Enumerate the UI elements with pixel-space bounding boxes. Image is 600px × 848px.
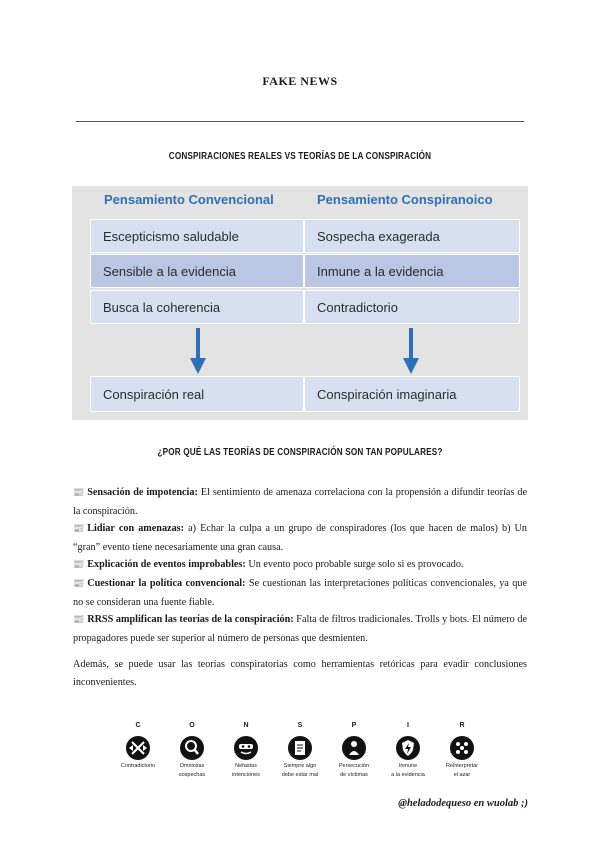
closing-paragraph: Además, se puede usar las teorías conspiratorias como herramientas retóricas para evadir conclusiones inconvenientes. bbox=[73, 659, 527, 688]
cell-conspiranoid-1: Sospecha exagerada bbox=[304, 219, 520, 253]
conspir-item-n: N Nefastas intenciones bbox=[232, 722, 260, 778]
header-conventional: Pensamiento Convencional bbox=[104, 192, 274, 207]
conspir-item-i: I Inmune a la evidencia bbox=[391, 722, 425, 778]
shield-bolt-icon bbox=[395, 735, 421, 761]
comparison-table bbox=[72, 186, 528, 420]
conspir-item-r: R Reinterpretar el azar bbox=[445, 722, 479, 778]
conspir-item-o: O Omniosas sospechas bbox=[178, 722, 206, 778]
newspaper-icon: 📰 bbox=[73, 560, 85, 571]
section-title-popularity: ¿POR QUÉ LAS TEORÍAS DE CONSPIRACIÓN SON TAN POPULARES? bbox=[157, 446, 443, 458]
newspaper-icon: 📰 bbox=[73, 615, 85, 626]
masked-face-icon bbox=[233, 735, 259, 761]
newspaper-icon: 📰 bbox=[73, 488, 85, 498]
result-imaginary: Conspiración imaginaria bbox=[304, 376, 520, 412]
list-item: 📰 RRSS amplifican las teorías de la conspiración: Falta de filtros tradicionales. Trolls y bots. El número de propagadores puede ser superior al número de personas que desmienten. bbox=[73, 614, 527, 644]
list-item: 📰 Explicación de eventos improbables: Un evento poco probable surge solo si es provocado. bbox=[73, 556, 527, 575]
newspaper-icon: 📰 bbox=[73, 578, 85, 589]
dice-icon bbox=[449, 735, 475, 761]
list-item: 📰 Sensación de impotencia: El sentimiento de amenaza correlaciona con la propensión a difundir teorías de la conspiración. bbox=[73, 487, 527, 517]
header-conspiranoid: Pensamiento Conspiranoico bbox=[317, 192, 493, 207]
cell-conspiranoid-3: Contradictorio bbox=[304, 290, 520, 324]
list-item: 📰 Lidiar con amenazas: a) Echar la culpa a un grupo de conspiradores (los que hacen de malos) b) Un “gran” evento tiene necesariamente una gran causa. bbox=[73, 523, 528, 553]
title-divider bbox=[76, 121, 524, 122]
signature: @heladodequeso en wuolab ;) bbox=[398, 798, 528, 809]
conspir-item-p: P Persecución de víctimas bbox=[338, 722, 370, 778]
cell-conventional-2: Sensible a la evidencia bbox=[90, 254, 304, 288]
notepad-icon bbox=[287, 735, 313, 761]
magnifier-icon bbox=[179, 735, 205, 761]
down-arrow-icon bbox=[403, 328, 419, 374]
section-title-comparison: CONSPIRACIONES REALES VS TEORÍAS DE LA CONSPIRACIÓN bbox=[168, 150, 432, 162]
newspaper-icon: 📰 bbox=[73, 524, 85, 535]
conspir-item-s: S Siempre algo debe estar mal bbox=[281, 722, 319, 778]
cell-conspiranoid-2: Inmune a la evidencia bbox=[304, 254, 520, 288]
down-arrow-icon bbox=[190, 328, 206, 374]
result-real: Conspiración real bbox=[90, 376, 304, 412]
crossed-arrows-icon bbox=[125, 735, 151, 761]
reasons-list bbox=[73, 484, 527, 647]
list-item: 📰 Cuestionar la política convencional: Se cuestionan las interpretaciones políticas convencionales, ya que no se consideran una fuente fiable. bbox=[73, 577, 528, 608]
conspir-acronym-strip bbox=[110, 722, 490, 782]
cell-conventional-1: Escepticismo saludable bbox=[90, 219, 304, 253]
conspir-item-c: C Contradictorio bbox=[120, 722, 156, 769]
victim-person-icon bbox=[341, 735, 367, 761]
cell-conventional-3: Busca la coherencia bbox=[90, 290, 304, 324]
document-title: FAKE NEWS bbox=[262, 74, 338, 88]
